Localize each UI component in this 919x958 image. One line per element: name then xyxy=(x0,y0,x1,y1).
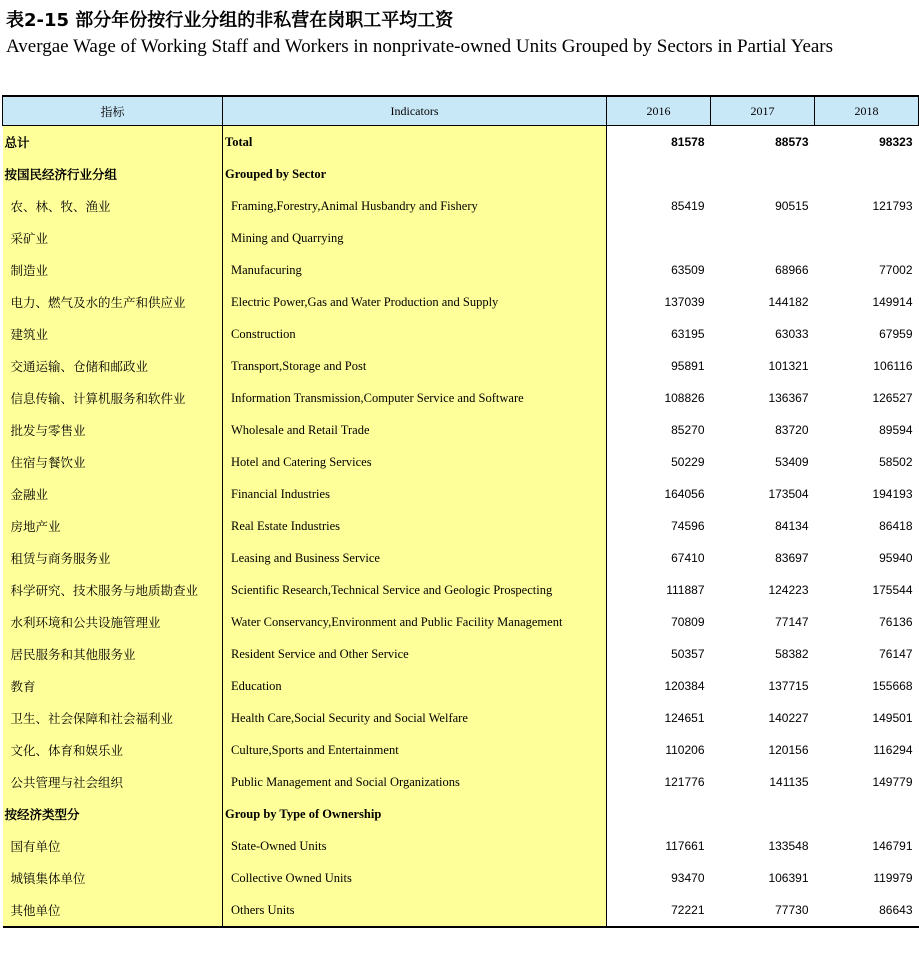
value-2016 xyxy=(607,158,711,190)
value-2016: 108826 xyxy=(607,382,711,414)
value-2018: 67959 xyxy=(815,318,919,350)
row-label-en: Financial Industries xyxy=(223,478,607,510)
row-label-cn: 总计 xyxy=(3,126,223,159)
row-label-cn: 建筑业 xyxy=(3,318,223,350)
table-body xyxy=(3,126,919,928)
row-label-en: Information Transmission,Computer Service and Software xyxy=(223,382,607,414)
value-2017: 84134 xyxy=(711,510,815,542)
value-2016: 117661 xyxy=(607,830,711,862)
value-2017: 58382 xyxy=(711,638,815,670)
row-label-cn: 科学研究、技术服务与地质勘查业 xyxy=(3,574,223,606)
row-label-cn: 国有单位 xyxy=(3,830,223,862)
value-2016: 137039 xyxy=(607,286,711,318)
row-label-en: Manufacuring xyxy=(223,254,607,286)
row-label-cn: 房地产业 xyxy=(3,510,223,542)
value-2018: 76147 xyxy=(815,638,919,670)
value-2017: 137715 xyxy=(711,670,815,702)
value-2017: 83697 xyxy=(711,542,815,574)
row-label-en: State-Owned Units xyxy=(223,830,607,862)
value-2017: 144182 xyxy=(711,286,815,318)
value-2018: 86643 xyxy=(815,894,919,927)
value-2018: 146791 xyxy=(815,830,919,862)
value-2016 xyxy=(607,798,711,830)
value-2017: 53409 xyxy=(711,446,815,478)
table-row xyxy=(3,446,919,478)
value-2017: 140227 xyxy=(711,702,815,734)
table-row xyxy=(3,158,919,190)
table-row xyxy=(3,478,919,510)
value-2018: 77002 xyxy=(815,254,919,286)
table-row xyxy=(3,606,919,638)
value-2018: 149779 xyxy=(815,766,919,798)
table-row xyxy=(3,382,919,414)
value-2016: 164056 xyxy=(607,478,711,510)
row-label-en: Leasing and Business Service xyxy=(223,542,607,574)
value-2017 xyxy=(711,798,815,830)
row-label-en: Construction xyxy=(223,318,607,350)
header-year-2018: 2018 xyxy=(815,96,919,126)
value-2018: 121793 xyxy=(815,190,919,222)
value-2018 xyxy=(815,798,919,830)
row-label-en: Wholesale and Retail Trade xyxy=(223,414,607,446)
value-2017: 83720 xyxy=(711,414,815,446)
value-2018: 175544 xyxy=(815,574,919,606)
row-label-cn: 采矿业 xyxy=(3,222,223,254)
value-2017: 101321 xyxy=(711,350,815,382)
value-2017 xyxy=(711,158,815,190)
row-label-en: Group by Type of Ownership xyxy=(223,798,607,830)
header-row xyxy=(3,96,919,126)
value-2018: 89594 xyxy=(815,414,919,446)
table-row xyxy=(3,830,919,862)
value-2016: 63195 xyxy=(607,318,711,350)
row-label-cn: 居民服务和其他服务业 xyxy=(3,638,223,670)
table-title-chinese: 表2-15 部分年份按行业分组的非私营在岗职工平均工资 xyxy=(6,10,454,31)
value-2016: 95891 xyxy=(607,350,711,382)
value-2017: 63033 xyxy=(711,318,815,350)
value-2017: 133548 xyxy=(711,830,815,862)
value-2017: 136367 xyxy=(711,382,815,414)
row-label-cn: 文化、体育和娱乐业 xyxy=(3,734,223,766)
row-label-en: Resident Service and Other Service xyxy=(223,638,607,670)
header-indicator-en: Indicators xyxy=(223,96,607,126)
table-row xyxy=(3,318,919,350)
value-2017: 120156 xyxy=(711,734,815,766)
row-label-en: Collective Owned Units xyxy=(223,862,607,894)
value-2017: 124223 xyxy=(711,574,815,606)
row-label-cn: 卫生、社会保障和社会福利业 xyxy=(3,702,223,734)
table-row xyxy=(3,190,919,222)
value-2016: 93470 xyxy=(607,862,711,894)
value-2018: 149914 xyxy=(815,286,919,318)
row-label-en: Culture,Sports and Entertainment xyxy=(223,734,607,766)
value-2016: 50229 xyxy=(607,446,711,478)
row-label-cn: 批发与零售业 xyxy=(3,414,223,446)
value-2018: 155668 xyxy=(815,670,919,702)
row-label-en: Grouped by Sector xyxy=(223,158,607,190)
value-2018 xyxy=(815,222,919,254)
row-label-en: Scientific Research,Technical Service and Geologic Prospecting xyxy=(223,574,607,606)
value-2017: 90515 xyxy=(711,190,815,222)
row-label-cn: 金融业 xyxy=(3,478,223,510)
table-row xyxy=(3,638,919,670)
value-2017: 88573 xyxy=(711,126,815,159)
table-row xyxy=(3,254,919,286)
value-2018: 126527 xyxy=(815,382,919,414)
table-row xyxy=(3,702,919,734)
table-row xyxy=(3,798,919,830)
row-label-cn: 水利环境和公共设施管理业 xyxy=(3,606,223,638)
table-row xyxy=(3,766,919,798)
table-row xyxy=(3,286,919,318)
value-2017: 77730 xyxy=(711,894,815,927)
header-year-2017: 2017 xyxy=(711,96,815,126)
table-row xyxy=(3,510,919,542)
value-2018: 106116 xyxy=(815,350,919,382)
row-label-cn: 按国民经济行业分组 xyxy=(3,158,223,190)
table-row xyxy=(3,670,919,702)
table-row xyxy=(3,542,919,574)
value-2017: 141135 xyxy=(711,766,815,798)
row-label-en: Electric Power,Gas and Water Production and Supply xyxy=(223,286,607,318)
value-2018: 149501 xyxy=(815,702,919,734)
table-title-english: Avergae Wage of Working Staff and Workers in nonprivate-owned Units Grouped by Sectors in Partial Years xyxy=(6,36,834,57)
row-label-en: Health Care,Social Security and Social Welfare xyxy=(223,702,607,734)
value-2016 xyxy=(607,222,711,254)
value-2016: 63509 xyxy=(607,254,711,286)
row-label-en: Transport,Storage and Post xyxy=(223,350,607,382)
value-2018: 58502 xyxy=(815,446,919,478)
table-row xyxy=(3,574,919,606)
value-2016: 72221 xyxy=(607,894,711,927)
row-label-en: Water Conservancy,Environment and Public Facility Management xyxy=(223,606,607,638)
header-year-2016: 2016 xyxy=(607,96,711,126)
row-label-en: Framing,Forestry,Animal Husbandry and Fishery xyxy=(223,190,607,222)
value-2016: 74596 xyxy=(607,510,711,542)
row-label-cn: 交通运输、仓储和邮政业 xyxy=(3,350,223,382)
value-2017: 106391 xyxy=(711,862,815,894)
row-label-en: Public Management and Social Organizations xyxy=(223,766,607,798)
table-row xyxy=(3,862,919,894)
value-2018: 116294 xyxy=(815,734,919,766)
value-2016: 85419 xyxy=(607,190,711,222)
row-label-en: Mining and Quarrying xyxy=(223,222,607,254)
row-label-cn: 按经济类型分 xyxy=(3,798,223,830)
row-label-cn: 其他单位 xyxy=(3,894,223,927)
wage-table xyxy=(2,95,919,928)
row-label-en: Total xyxy=(223,126,607,159)
row-label-cn: 住宿与餐饮业 xyxy=(3,446,223,478)
row-label-cn: 城镇集体单位 xyxy=(3,862,223,894)
value-2016: 70809 xyxy=(607,606,711,638)
row-label-cn: 公共管理与社会组织 xyxy=(3,766,223,798)
table-row xyxy=(3,414,919,446)
table-row xyxy=(3,222,919,254)
table-row xyxy=(3,734,919,766)
value-2016: 67410 xyxy=(607,542,711,574)
value-2018: 86418 xyxy=(815,510,919,542)
value-2018: 76136 xyxy=(815,606,919,638)
row-label-cn: 制造业 xyxy=(3,254,223,286)
value-2017 xyxy=(711,222,815,254)
row-label-cn: 信息传输、计算机服务和软件业 xyxy=(3,382,223,414)
value-2016: 111887 xyxy=(607,574,711,606)
value-2017: 173504 xyxy=(711,478,815,510)
value-2016: 124651 xyxy=(607,702,711,734)
value-2016: 120384 xyxy=(607,670,711,702)
header-indicator-cn: 指标 xyxy=(3,96,223,126)
value-2016: 81578 xyxy=(607,126,711,159)
row-label-cn: 农、林、牧、渔业 xyxy=(3,190,223,222)
row-label-en: Real Estate Industries xyxy=(223,510,607,542)
value-2017: 68966 xyxy=(711,254,815,286)
row-label-en: Education xyxy=(223,670,607,702)
value-2018: 194193 xyxy=(815,478,919,510)
value-2018: 119979 xyxy=(815,862,919,894)
value-2016: 121776 xyxy=(607,766,711,798)
table-row xyxy=(3,126,919,159)
table-row xyxy=(3,350,919,382)
value-2016: 110206 xyxy=(607,734,711,766)
row-label-cn: 教育 xyxy=(3,670,223,702)
value-2018: 98323 xyxy=(815,126,919,159)
table-row xyxy=(3,894,919,927)
row-label-cn: 租赁与商务服务业 xyxy=(3,542,223,574)
value-2016: 85270 xyxy=(607,414,711,446)
value-2018 xyxy=(815,158,919,190)
row-label-cn: 电力、燃气及水的生产和供应业 xyxy=(3,286,223,318)
row-label-en: Hotel and Catering Services xyxy=(223,446,607,478)
value-2018: 95940 xyxy=(815,542,919,574)
row-label-en: Others Units xyxy=(223,894,607,927)
value-2016: 50357 xyxy=(607,638,711,670)
value-2017: 77147 xyxy=(711,606,815,638)
